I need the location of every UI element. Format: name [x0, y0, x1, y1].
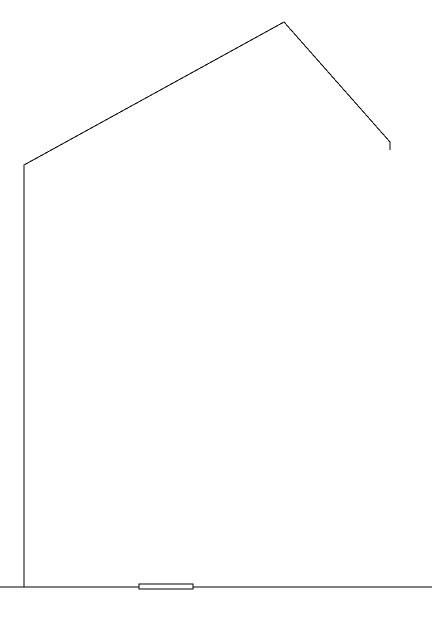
lot-boundary — [24, 22, 390, 587]
sign-board — [139, 584, 193, 589]
